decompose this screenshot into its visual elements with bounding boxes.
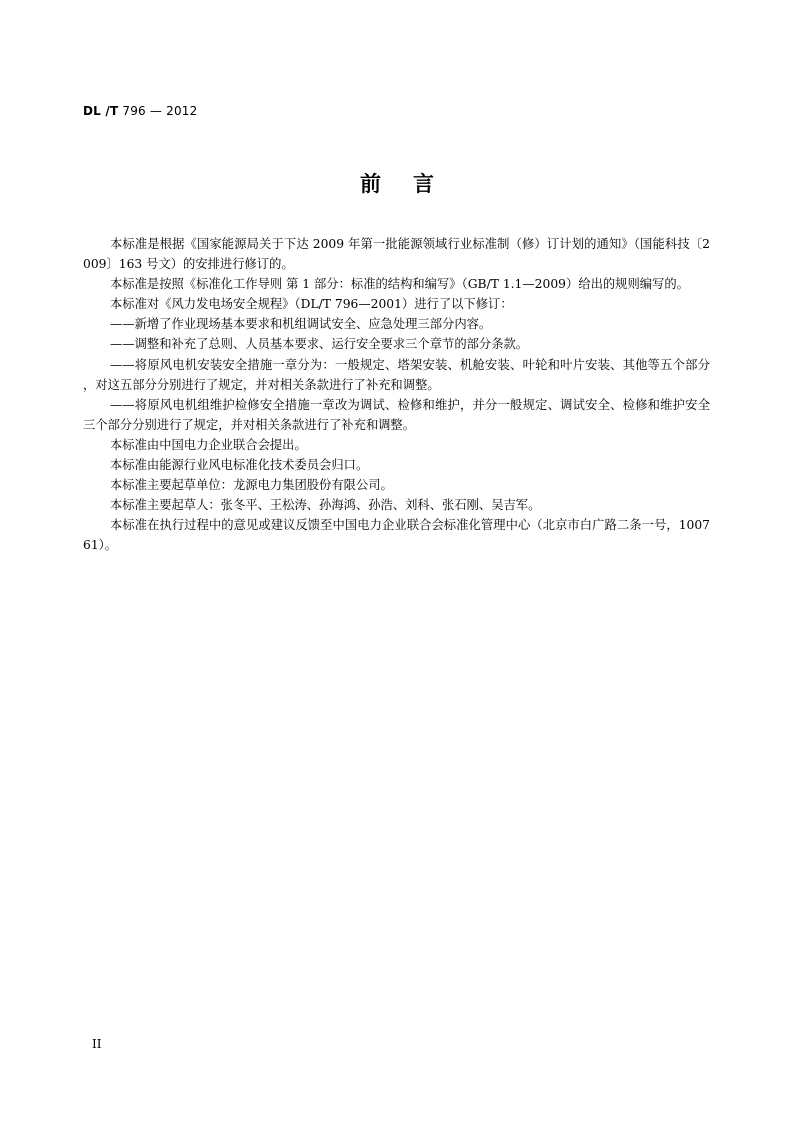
paragraph-feedback: 本标准在执行过程中的意见或建议反馈至中国电力企业联合会标准化管理中心（北京市白广路二条一号，100761）。	[83, 518, 710, 553]
paragraph-revision-item-4: ——将原风电机组维护检修安全措施一章改为调试、检修和维护，并分一般规定、调试安全、检修和维护安全三个部分分别进行了规定，并对相关条款进行了补充和调整。	[83, 397, 710, 432]
standard-code: DL /T	[83, 104, 119, 118]
paragraph-proposer: 本标准由中国电力企业联合会提出。	[110, 437, 307, 452]
paragraph-revision-basis: 本标准是根据《国家能源局关于下达 2009 年第一批能源领域行业标准制（修）订计划的通知》（国能科技〔2009〕163 号文）的安排进行修订的。	[83, 237, 710, 272]
paragraph-revision-intro: 本标准对《风力发电场安全规程》（DL/T 796—2001）进行了以下修订：	[110, 297, 513, 312]
standard-number-header	[83, 102, 197, 120]
page-title: 前言	[360, 172, 466, 196]
paragraph-drafters: 本标准主要起草人：张冬平、王松涛、孙海鸿、孙浩、刘科、张石刚、吴吉军。	[110, 498, 541, 513]
paragraph-administrator: 本标准由能源行业风电标准化技术委员会归口。	[110, 458, 369, 473]
paragraph-revision-item-2: ——调整和补充了总则、人员基本要求、运行安全要求三个章节的部分条款。	[110, 337, 529, 352]
paragraph-revision-item-1: ——新增了作业现场基本要求和机组调试安全、应急处理三部分内容。	[110, 317, 492, 332]
page-number: II	[92, 1037, 102, 1051]
foreword-body	[83, 234, 710, 556]
paragraph-drafting-organization: 本标准主要起草单位：龙源电力集团股份有限公司。	[110, 478, 393, 493]
standard-number: 796 — 2012	[122, 104, 198, 118]
paragraph-revision-item-3: ——将原风电机安装安全措施一章分为：一般规定、塔架安装、机舱安装、叶轮和叶片安装、其他等五个部分，对这五部分分别进行了规定，并对相关条款进行了补充和调整。	[83, 357, 710, 392]
paragraph-drafting-rules: 本标准是按照《标准化工作导则 第 1 部分：标准的结构和编写》（GB/T 1.1—2009）给出的规则编写的。	[110, 277, 689, 292]
